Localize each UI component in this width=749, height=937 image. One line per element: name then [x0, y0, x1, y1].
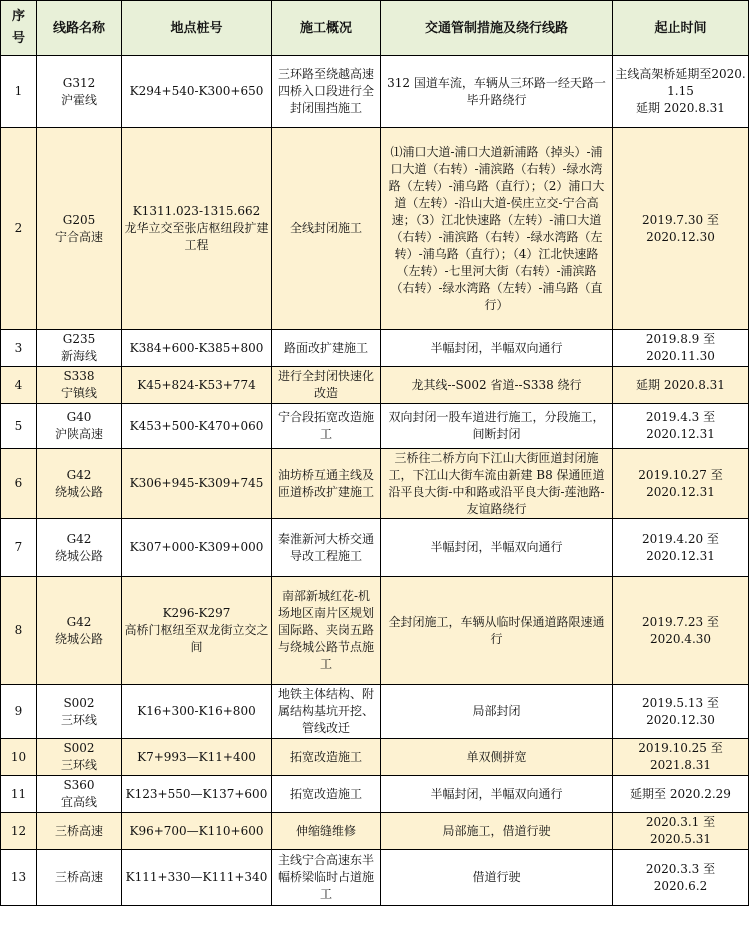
table-row [1, 776, 749, 813]
row-location-text: K296-K297 [162, 606, 231, 620]
header-period: 起止时间 [613, 1, 749, 56]
table-row [1, 128, 749, 330]
row-route [37, 367, 122, 404]
row-traffic-text: 全封闭施工，车辆从临时保通道路限速通行 [388, 614, 605, 646]
row-work-text: 路面改扩建施工 [283, 340, 368, 355]
row-period-text: 延期至 2020.2.29 [630, 786, 731, 801]
row-traffic [381, 404, 613, 449]
row-period-text: 2019.8.9 至 [645, 332, 716, 346]
row-no-text: 3 [14, 340, 23, 355]
row-period-text: 2020.12.30 [646, 229, 715, 244]
row-period [613, 128, 749, 330]
row-no [1, 850, 37, 906]
route-name: 三环线 [60, 712, 97, 727]
row-traffic-text: 半幅封闭，半幅双向通行 [430, 340, 563, 355]
row-period [613, 56, 749, 128]
row-location-text: K453+500-K470+060 [129, 418, 264, 433]
row-location-text: K1311.023-1315.662 [132, 204, 261, 218]
route-code: G40 [66, 410, 92, 424]
row-traffic [381, 739, 613, 776]
row-work [272, 404, 381, 449]
row-traffic [381, 685, 613, 739]
route-name: 新海线 [60, 349, 97, 363]
row-no-text: 9 [14, 704, 23, 718]
row-location-text: K123+550—K137+600 [125, 786, 268, 801]
row-work-text: 宁合段拓宽改造施工 [277, 410, 374, 441]
row-work-text: 全线封闭施工 [289, 221, 362, 235]
row-period [613, 850, 749, 906]
row-location [122, 449, 272, 519]
row-no-text: 6 [14, 476, 23, 490]
row-route [37, 56, 122, 128]
row-work [272, 685, 381, 739]
row-traffic-text: 半幅封闭，半幅双向通行 [430, 540, 563, 554]
table-row [1, 813, 749, 850]
row-period-text: 2019.10.25 至 [638, 741, 723, 755]
row-traffic [381, 56, 613, 128]
row-work [272, 813, 381, 850]
row-period-text: 2019.4.20 至 [642, 531, 719, 546]
row-no-text: 8 [14, 623, 23, 637]
route-name: 沪霍线 [60, 92, 97, 107]
row-no [1, 404, 37, 449]
table-row [1, 330, 749, 367]
row-period-text: 2021.8.31 [649, 758, 712, 772]
row-traffic-text: 龙其线--S002 省道--S338 绕行 [411, 377, 582, 392]
row-no [1, 776, 37, 813]
row-work-text: 拓宽改造施工 [289, 786, 362, 801]
row-period-text: 2019.7.30 至 [642, 212, 719, 227]
row-period-text: 2020.3.1 至 [645, 815, 716, 829]
row-location-text: 高桥门枢纽至双龙街立交之间 [124, 623, 269, 654]
row-period-text: 2020.12.30 [646, 712, 715, 727]
row-no-text: 12 [10, 823, 27, 838]
row-period-text: 2019.4.3 至 [645, 410, 716, 424]
row-work-text: 南部新城红花-机场地区南片区规划国际路、夹岗五路与绕城公路节点施工 [277, 589, 374, 671]
header-no: 序 号 [1, 1, 37, 56]
row-traffic-text: 局部封闭 [472, 704, 521, 718]
row-location [122, 577, 272, 685]
header-row [1, 1, 749, 56]
row-work-text: 油坊桥互通主线及匝道桥改扩建施工 [277, 467, 374, 499]
row-traffic-text: 半幅封闭，半幅双向通行 [430, 786, 563, 801]
row-location [122, 330, 272, 367]
row-location-text: K384+600-K385+800 [129, 340, 264, 355]
row-period [613, 739, 749, 776]
row-no [1, 449, 37, 519]
table-row [1, 577, 749, 685]
row-work-text: 主线宁合高速东半幅桥梁临时占道施工 [277, 853, 374, 901]
row-traffic [381, 850, 613, 906]
route-name: 绕城公路 [54, 484, 103, 499]
route-code: G42 [66, 467, 92, 482]
row-location [122, 739, 272, 776]
row-work [272, 519, 381, 577]
row-period-text: 主线高架桥延期至2020.1.15 [615, 67, 746, 98]
route-code: 三桥高速 [54, 870, 103, 884]
row-period [613, 449, 749, 519]
row-location [122, 813, 272, 850]
row-period [613, 813, 749, 850]
row-no [1, 367, 37, 404]
route-code: S002 [63, 695, 95, 710]
row-work [272, 449, 381, 519]
row-location-text: K45+824-K53+774 [137, 377, 256, 392]
header-route: 线路名称 [37, 1, 122, 56]
row-traffic [381, 813, 613, 850]
header-location: 地点桩号 [122, 1, 272, 56]
row-period-text: 2019.10.27 至 [638, 467, 723, 482]
row-traffic [381, 367, 613, 404]
row-route [37, 776, 122, 813]
row-location-text: K96+700—K110+600 [129, 823, 264, 838]
table-row [1, 519, 749, 577]
row-traffic-text: 双向封闭一股车道进行施工，分段施工，间断封闭 [388, 410, 605, 441]
table-body [1, 56, 749, 906]
row-location [122, 850, 272, 906]
row-traffic-text: 局部施工，借道行驶 [442, 823, 551, 838]
route-code: G42 [66, 531, 92, 546]
row-location-text: 龙华立交至张店枢纽段扩建工程 [124, 221, 269, 252]
route-code: S338 [63, 369, 95, 383]
row-period [613, 685, 749, 739]
row-location-text: K306+945-K309+745 [129, 476, 264, 490]
route-code: S002 [63, 741, 95, 755]
header-traffic: 交通管制措施及绕行线路 [381, 1, 613, 56]
row-work [272, 739, 381, 776]
route-name: 绕城公路 [54, 631, 103, 646]
row-route [37, 850, 122, 906]
row-work [272, 850, 381, 906]
row-period-text: 2019.5.13 至 [642, 695, 719, 710]
row-work-text: 三环路至绕越高速四桥入口段进行全封闭围挡施工 [277, 67, 374, 115]
row-work-text: 秦淮新河大桥交通导改工程施工 [277, 531, 374, 563]
row-location [122, 128, 272, 330]
row-route [37, 685, 122, 739]
route-code: G205 [62, 212, 96, 227]
row-route [37, 519, 122, 577]
row-period-text: 延期 2020.8.31 [636, 377, 725, 392]
row-traffic [381, 449, 613, 519]
row-work-text: 伸缩缝维修 [295, 823, 356, 838]
row-no [1, 813, 37, 850]
row-no [1, 128, 37, 330]
row-route [37, 128, 122, 330]
route-name: 沪陕高速 [54, 427, 103, 441]
row-route [37, 449, 122, 519]
table-row [1, 56, 749, 128]
row-traffic-text: 三桥往二桥方向下江山大街匝道封闭施工，下江山大街车流由新建 B8 保通匝道沿平良大街-中和路或沿平良大街-莲池路-友谊路绕行 [388, 450, 605, 516]
row-route [37, 813, 122, 850]
row-period-text: 2020.11.30 [646, 349, 715, 363]
row-no-text: 5 [14, 418, 23, 433]
row-traffic [381, 519, 613, 577]
row-no [1, 685, 37, 739]
row-location-text: K7+993—K11+400 [137, 749, 256, 764]
row-traffic [381, 577, 613, 685]
row-work [272, 367, 381, 404]
route-name: 宜高线 [60, 795, 97, 809]
row-location [122, 519, 272, 577]
row-traffic-text: 借道行驶 [472, 870, 521, 884]
row-work-text: 进行全封闭快速化改造 [277, 369, 374, 400]
row-route [37, 330, 122, 367]
row-no-text: 13 [10, 870, 27, 884]
row-work [272, 128, 381, 330]
row-period-text: 延期 2020.8.31 [636, 101, 725, 115]
route-name: 绕城公路 [54, 548, 103, 563]
row-period-text: 2020.5.31 [649, 832, 712, 846]
row-period [613, 330, 749, 367]
table-row [1, 850, 749, 906]
row-location [122, 776, 272, 813]
row-location [122, 56, 272, 128]
row-period-text: 2020.12.31 [646, 548, 715, 563]
row-no [1, 739, 37, 776]
row-no-text: 10 [10, 749, 27, 764]
table-row [1, 739, 749, 776]
row-location-text: K16+300-K16+800 [137, 704, 256, 718]
row-period [613, 519, 749, 577]
row-route [37, 404, 122, 449]
row-work [272, 776, 381, 813]
row-period-text: 2020.12.31 [646, 484, 715, 499]
row-traffic-text: ⑴浦口大道-浦口大道新浦路（掉头）-浦口大道（右转）-浦滨路（右转）-绿水湾路（左转）-浦乌路（直行）；（2）浦口大道（左转）-沿山大道-侯庄立交-宁合高速；（3）江北快速路（左转）-浦口大道（右转）-浦滨路（右转）-绿水湾路（左转）-浦乌路（直行）；（4）江北快速路（左转）-七里河大街（右转）-浦滨路（右转）-绿水湾路（左转）-浦乌路（直行） [388, 144, 605, 312]
row-period-text: 2020.4.30 [649, 631, 712, 646]
route-name: 宁合高速 [54, 229, 103, 244]
row-work [272, 577, 381, 685]
route-code: G312 [62, 75, 96, 90]
row-period [613, 776, 749, 813]
row-period [613, 404, 749, 449]
route-code: S360 [63, 778, 95, 792]
table-row [1, 404, 749, 449]
table-row [1, 449, 749, 519]
row-work [272, 330, 381, 367]
row-no [1, 56, 37, 128]
row-no [1, 519, 37, 577]
row-location-text: K111+330—K111+340 [125, 870, 268, 884]
row-period-text: 2019.7.23 至 [642, 614, 719, 629]
row-period-text: 2020.3.3 至 [645, 861, 716, 876]
row-period-text: 2020.12.31 [646, 427, 715, 441]
table-row [1, 367, 749, 404]
route-name: 宁镇线 [60, 386, 97, 400]
row-location-text: K294+540-K300+650 [129, 84, 264, 98]
row-no [1, 330, 37, 367]
row-no-text: 1 [14, 84, 23, 98]
row-period-text: 2020.6.2 [653, 878, 708, 893]
row-no-text: 7 [14, 540, 23, 554]
row-location [122, 404, 272, 449]
row-traffic-text: 单双侧拼宽 [466, 749, 527, 764]
row-location [122, 685, 272, 739]
row-no-text: 4 [14, 377, 23, 392]
row-work-text: 地铁主体结构、附属结构基坑开挖、管线改迁 [277, 687, 374, 735]
row-period [613, 367, 749, 404]
route-name: 三环线 [60, 758, 97, 772]
row-traffic [381, 330, 613, 367]
route-code: 三桥高速 [54, 823, 103, 838]
row-traffic [381, 776, 613, 813]
row-no [1, 577, 37, 685]
row-work [272, 56, 381, 128]
row-period [613, 577, 749, 685]
row-work-text: 拓宽改造施工 [289, 749, 362, 764]
row-traffic [381, 128, 613, 330]
route-code: G42 [66, 614, 92, 629]
row-location-text: K307+000-K309+000 [129, 540, 264, 554]
route-code: G235 [62, 332, 96, 346]
row-route [37, 739, 122, 776]
row-no-text: 2 [14, 221, 23, 235]
row-location [122, 367, 272, 404]
row-route [37, 577, 122, 685]
table-row [1, 685, 749, 739]
row-no-text: 11 [10, 786, 27, 801]
header-work: 施工概况 [272, 1, 381, 56]
row-traffic-text: 312 国道车流，车辆从三环路一经天路一毕升路绕行 [387, 75, 606, 107]
